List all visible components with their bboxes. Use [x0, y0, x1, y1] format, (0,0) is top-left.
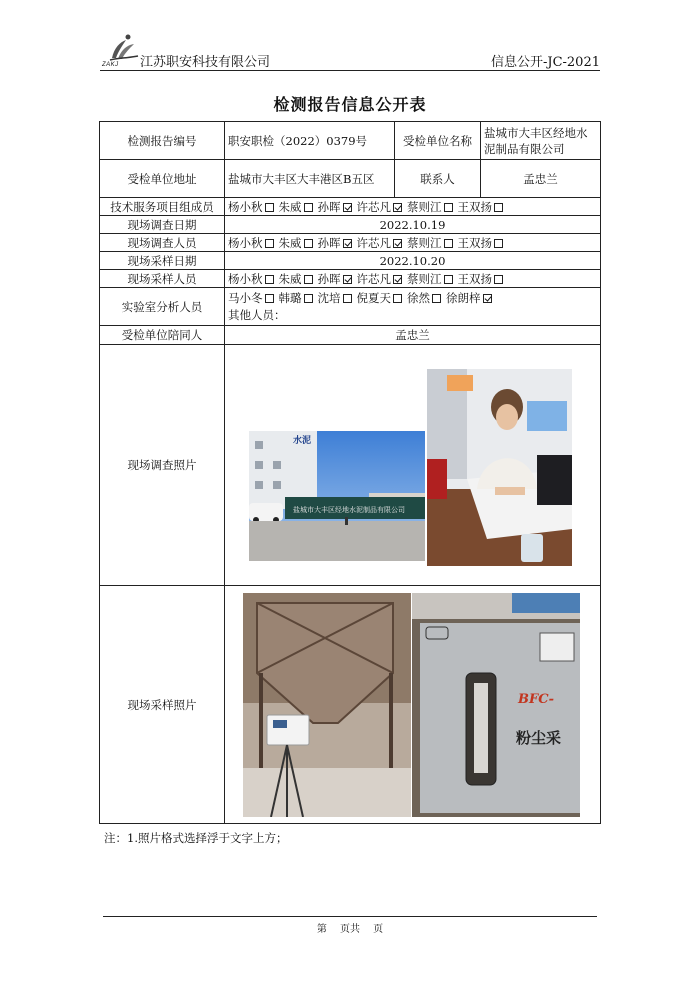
staff-entry: [228, 291, 274, 305]
staff-name: 徐朗梓: [446, 290, 481, 305]
staff-entry: [458, 236, 504, 250]
address-value: 盐城市大丰区大丰港区B五区: [225, 160, 395, 198]
sampling-staff: [225, 270, 601, 288]
sampling-staff-label: 现场采样人员: [100, 270, 225, 288]
checked-box-icon: [343, 203, 352, 212]
staff-entry: [357, 272, 403, 286]
staff-entry: [458, 200, 504, 214]
staff-name: 朱威: [278, 271, 302, 286]
staff-entry: [279, 291, 313, 305]
staff-entry: [446, 291, 492, 305]
staff-name: 倪夏天: [356, 290, 391, 305]
staff-name: 王双扬: [457, 199, 492, 214]
survey-date-label: 现场调查日期: [100, 216, 225, 234]
staff-entry: [407, 200, 453, 214]
unchecked-box-icon: [304, 294, 313, 303]
staff-entry: [228, 236, 274, 250]
unchecked-box-icon: [304, 275, 313, 284]
contact-label: 联系人: [395, 160, 481, 198]
unchecked-box-icon: [265, 275, 274, 284]
staff-name: 杨小秋: [228, 271, 263, 286]
unchecked-box-icon: [265, 294, 274, 303]
staff-name: 孙晖: [317, 199, 341, 214]
team-members: [225, 198, 601, 216]
logo-text: ZAKJ: [102, 62, 119, 68]
checked-box-icon: [343, 275, 352, 284]
staff-name: 蔡则江: [407, 235, 442, 250]
contact-value: 孟忠兰: [481, 160, 601, 198]
silo-photo: [243, 593, 411, 817]
company-logo-icon: [106, 32, 140, 66]
survey-date-value: 2022.10.19: [225, 216, 601, 234]
client-name-value: 盐城市大丰区经地水泥制品有限公司: [481, 122, 601, 160]
page-header: [100, 30, 600, 71]
staff-entry: [357, 200, 403, 214]
lab-staff: [225, 288, 601, 326]
staff-name: 孙晖: [317, 235, 341, 250]
device-label-text: 粉尘采: [516, 729, 562, 747]
staff-name: 马小冬: [228, 290, 263, 305]
page-footer: 第 页共 页: [316, 924, 384, 935]
report-no-value: 职安职检（2022）0379号: [225, 122, 395, 160]
staff-entry: [279, 272, 313, 286]
unchecked-box-icon: [432, 294, 441, 303]
staff-entry: [228, 272, 274, 286]
checked-box-icon: [393, 239, 402, 248]
dust-sampler-photo: [412, 593, 580, 817]
staff-name: 朱威: [278, 235, 302, 250]
office-photo: [427, 369, 572, 566]
staff-name: 朱威: [278, 199, 302, 214]
checked-box-icon: [483, 294, 492, 303]
staff-entry: [357, 291, 403, 305]
staff-name: 沈培: [317, 290, 341, 305]
unchecked-box-icon: [494, 203, 503, 212]
lab-staff-label: 实验室分析人员: [100, 288, 225, 326]
note-text: 注：1.照片格式选择浮于文字上方；: [104, 831, 288, 845]
staff-name: 许芯凡: [356, 271, 391, 286]
survey-staff-label: 现场调查人员: [100, 234, 225, 252]
unchecked-box-icon: [304, 239, 313, 248]
survey-staff: [225, 234, 601, 252]
info-table: [99, 121, 601, 824]
gate-photo: [249, 431, 425, 561]
unchecked-box-icon: [393, 294, 402, 303]
unchecked-box-icon: [494, 239, 503, 248]
unchecked-box-icon: [304, 203, 313, 212]
survey-photos-label: 现场调查照片: [100, 345, 225, 586]
sampling-photos-cell: [225, 586, 601, 824]
sampling-date-value: 2022.10.20: [225, 252, 601, 270]
staff-entry: [318, 200, 352, 214]
staff-entry: [318, 272, 352, 286]
staff-entry: [407, 272, 453, 286]
report-no-label: 检测报告编号: [100, 122, 225, 160]
lab-other-label: 其他人员：: [228, 307, 286, 322]
company-name: 江苏职安科技有限公司: [140, 55, 271, 70]
staff-name: 王双扬: [457, 271, 492, 286]
checked-box-icon: [393, 275, 402, 284]
survey-photos-cell: [225, 345, 601, 586]
address-label: 受检单位地址: [100, 160, 225, 198]
staff-name: 蔡则江: [407, 199, 442, 214]
unchecked-box-icon: [343, 294, 352, 303]
staff-entry: [458, 272, 504, 286]
team-label: 技术服务项目组成员: [100, 198, 225, 216]
footer-divider: [103, 916, 597, 917]
staff-name: 王双扬: [457, 235, 492, 250]
client-name-label: 受检单位名称: [395, 122, 481, 160]
building-text: 水泥: [293, 436, 312, 446]
sampling-date-label: 现场采样日期: [100, 252, 225, 270]
document-reference: 信息公开-JC-2021: [490, 55, 600, 70]
staff-entry: [318, 236, 352, 250]
staff-name: 徐然: [407, 290, 430, 305]
unchecked-box-icon: [494, 275, 503, 284]
staff-entry: [318, 291, 352, 305]
unchecked-box-icon: [265, 203, 274, 212]
unchecked-box-icon: [265, 239, 274, 248]
escort-value: 孟忠兰: [225, 326, 601, 345]
page-title: 检测报告信息公开表: [273, 95, 427, 114]
checked-box-icon: [343, 239, 352, 248]
staff-entry: [279, 200, 313, 214]
checked-box-icon: [393, 203, 402, 212]
unchecked-box-icon: [444, 239, 453, 248]
unchecked-box-icon: [444, 275, 453, 284]
unchecked-box-icon: [444, 203, 453, 212]
staff-name: 蔡则江: [407, 271, 442, 286]
sampling-photos-label: 现场采样照片: [100, 586, 225, 824]
staff-name: 许芯凡: [356, 199, 391, 214]
gate-sign-text: 盐城市大丰区经地水泥制品有限公司: [293, 506, 405, 514]
device-brand-text: BFC-: [518, 692, 554, 707]
staff-name: 杨小秋: [228, 235, 263, 250]
staff-entry: [279, 236, 313, 250]
staff-name: 杨小秋: [228, 199, 263, 214]
staff-entry: [357, 236, 403, 250]
escort-label: 受检单位陪同人: [100, 326, 225, 345]
staff-entry: [407, 291, 441, 305]
staff-name: 韩璐: [278, 290, 302, 305]
staff-name: 许芯凡: [356, 235, 391, 250]
staff-entry: [407, 236, 453, 250]
staff-name: 孙晖: [317, 271, 341, 286]
staff-entry: [228, 200, 274, 214]
